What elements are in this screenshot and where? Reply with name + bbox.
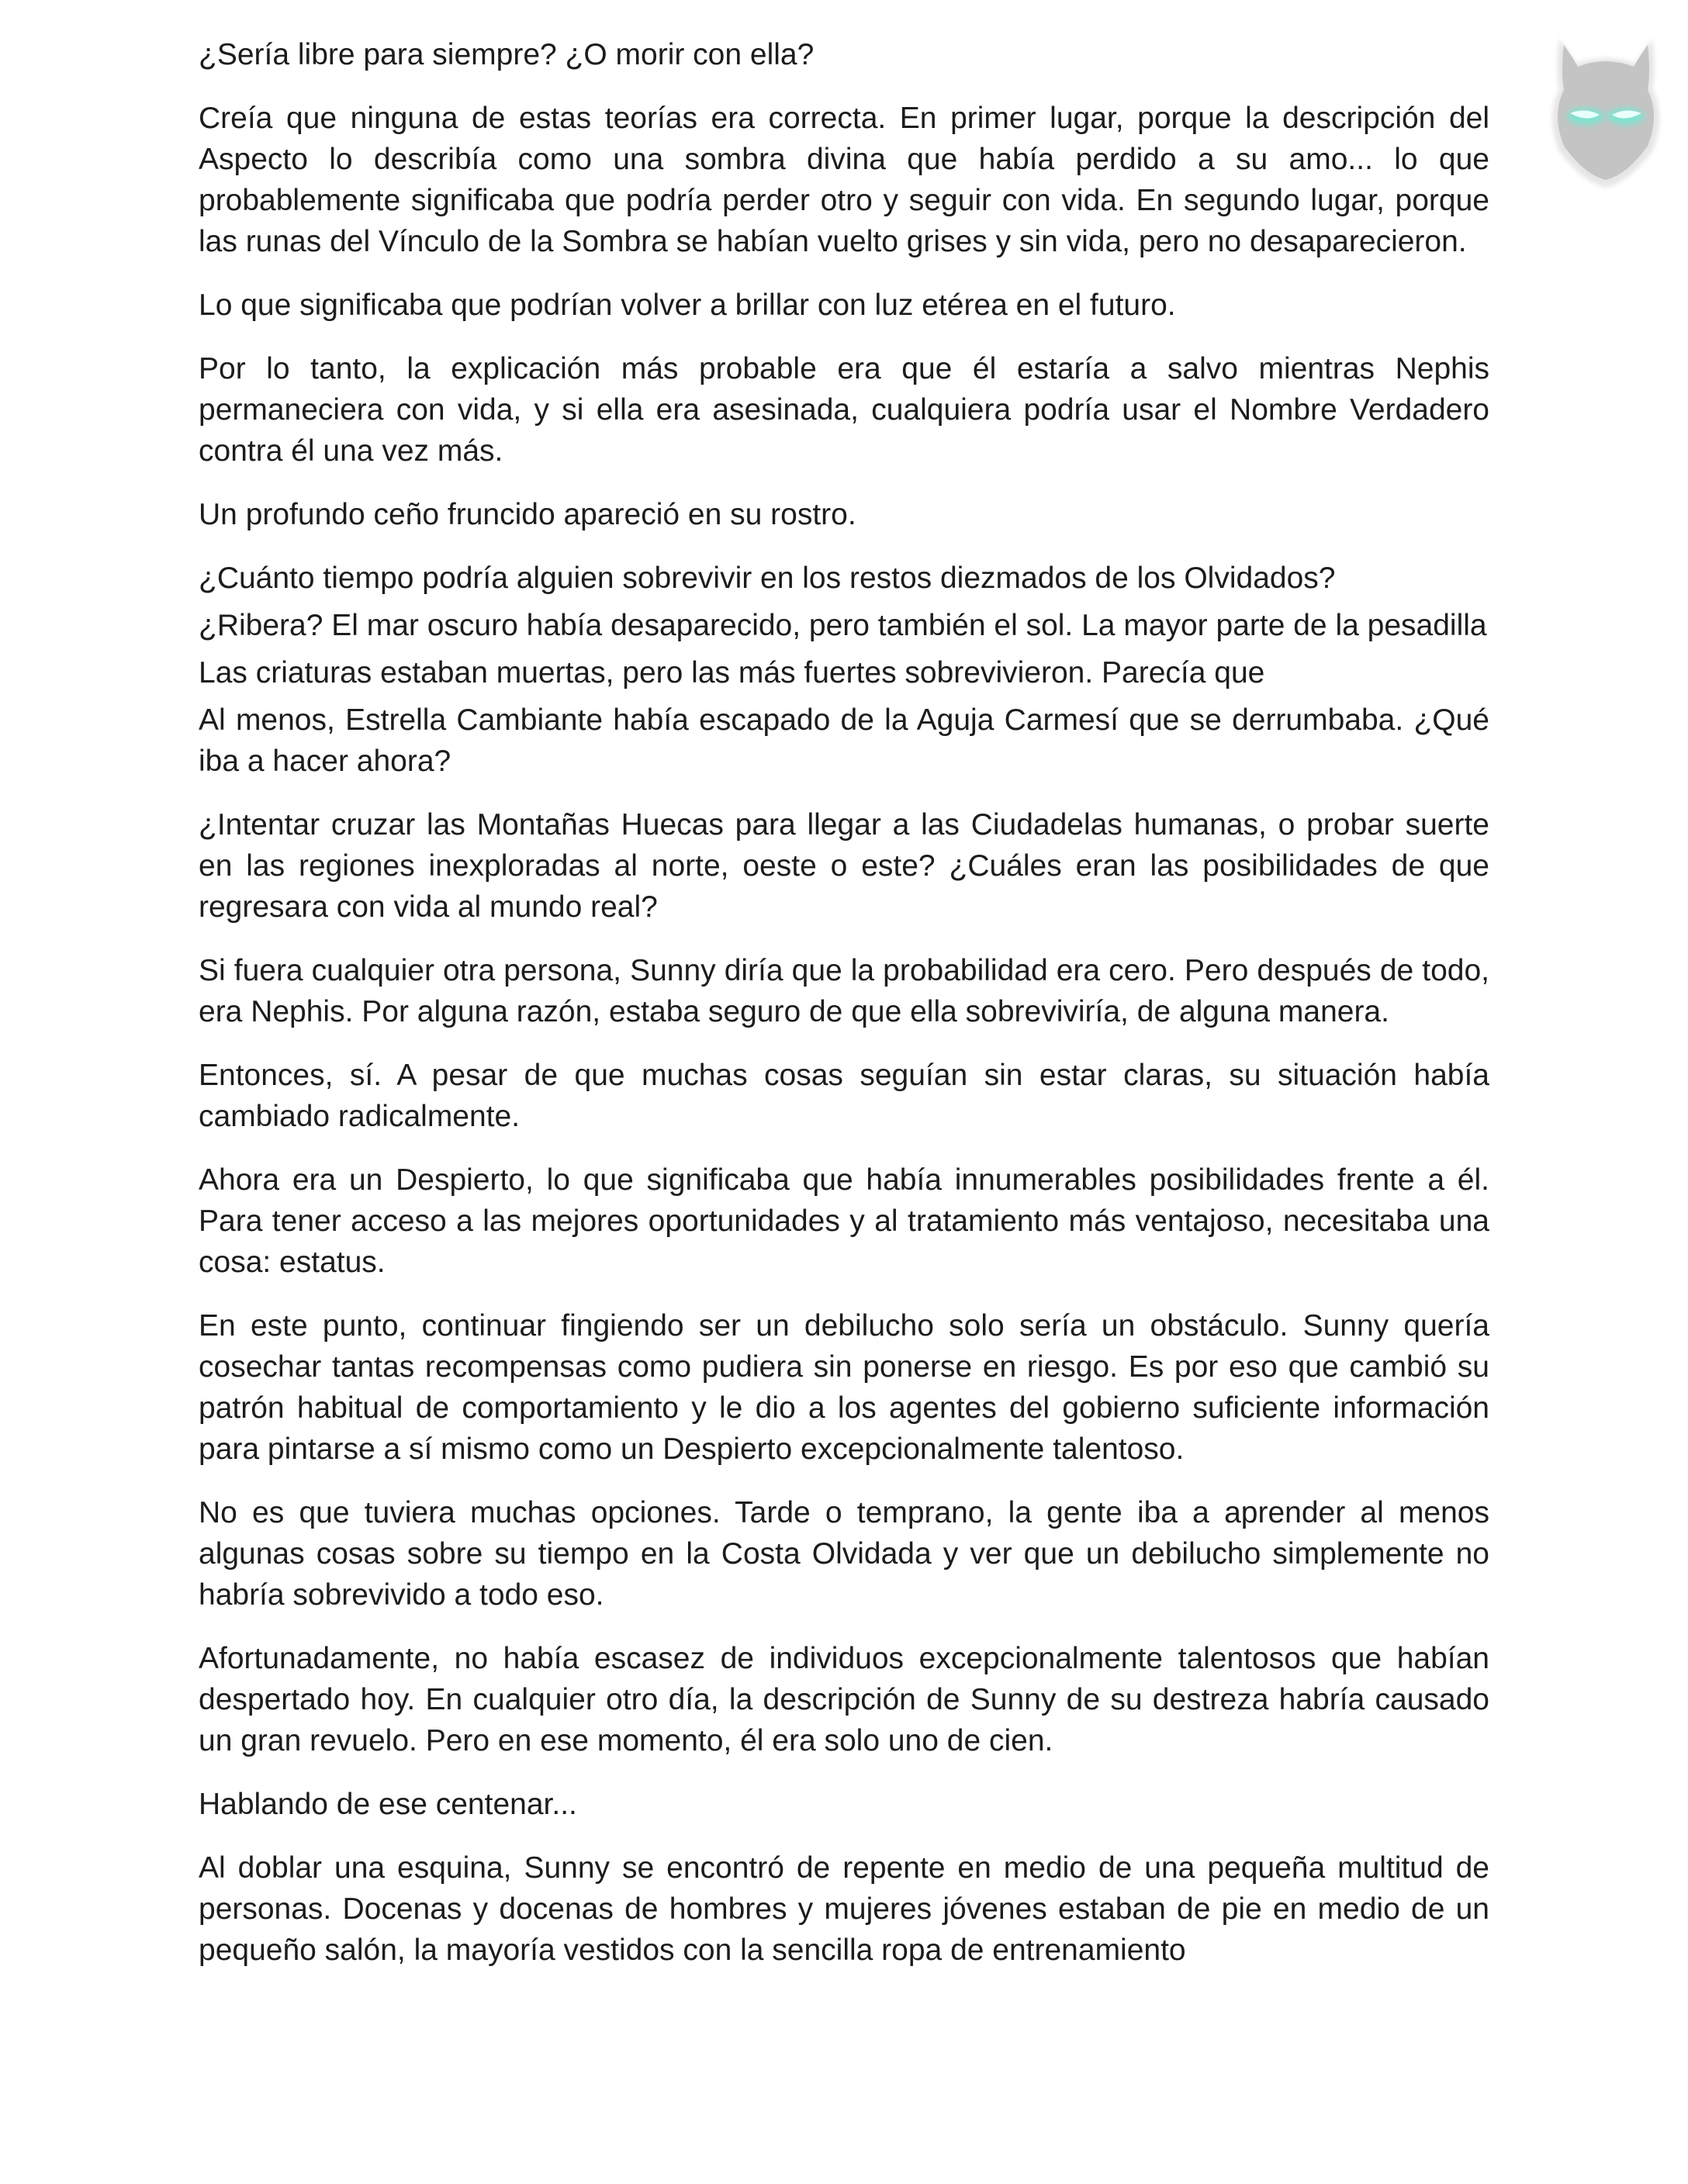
paragraph: Afortunadamente, no había escasez de individuos excepcionalmente talentosos que habían despertado hoy. En cualquier otro día, la descripción de Sunny de su destreza habría causado un gran revuelo. Pero en ese momento, él era solo uno de cien. — [199, 1642, 1489, 1757]
paragraph: En este punto, continuar fingiendo ser un debilucho solo sería un obstáculo. Sunny quería cosechar tantas recompensas como pudiera sin ponerse en riesgo. Es por eso que cambió su patrón habitual de comportamiento y le dio a los agentes del gobierno suficiente información para pintarse a sí mismo como un Despierto excepcionalmente talentoso. — [199, 1309, 1489, 1466]
paragraph: Hablando de ese centenar... — [199, 1788, 577, 1821]
paragraph: Por lo tanto, la explicación más probable era que él estaría a salvo mientras Nephis permaneciera con vida, y si ella era asesinada, cualquiera podría usar el Nombre Verdadero contra él una vez más. — [199, 352, 1489, 468]
paragraph: Entonces, sí. A pesar de que muchas cosas seguían sin estar claras, su situación había cambiado radicalmente. — [199, 1059, 1489, 1133]
paragraph: Creía que ninguna de estas teorías era correcta. En primer lugar, porque la descripción del Aspecto lo describía como una sombra divina que había perdido a su amo... lo que probablemente significaba que podría perder otro y seguir con vida. En segundo lugar, porque las runas del Vínculo de la Sombra se habían vuelto grises y sin vida, pero no desaparecieron. — [199, 102, 1489, 258]
paragraph: ¿Cuánto tiempo podría alguien sobrevivir en los restos diezmados de los Olvidados? — [199, 562, 1336, 595]
paragraph: ¿Sería libre para siempre? ¿O morir con ella? — [199, 38, 815, 71]
paragraph: Un profundo ceño fruncido apareció en su rostro. — [199, 498, 856, 531]
paragraph: No es que tuviera muchas opciones. Tarde o temprano, la gente iba a aprender al menos algunas cosas sobre su tiempo en la Costa Olvidada y ver que un debilucho simplemente no habría sobrevivido a todo eso. — [199, 1496, 1489, 1612]
paragraph: Al doblar una esquina, Sunny se encontró de repente en medio de una pequeña multitud de personas. Docenas y docenas de hombres y mujeres jóvenes estaban de pie en medio de un pequeño salón, la mayoría vestidos con la sencilla ropa de entrenamiento — [199, 1851, 1489, 1967]
paragraph: Al menos, Estrella Cambiante había escapado de la Aguja Carmesí que se derrumbaba. ¿Qué iba a hacer ahora? — [199, 703, 1489, 778]
paragraph: Lo que significaba que podrían volver a brillar con luz etérea en el futuro. — [199, 289, 1176, 322]
document-body — [199, 34, 1489, 1993]
horned-demon-head-icon — [1528, 16, 1683, 194]
paragraph: Las criaturas estaban muertas, pero las más fuertes sobrevivieron. Parecía que — [199, 656, 1265, 689]
paragraph: ¿Ribera? El mar oscuro había desaparecido, pero también el sol. La mayor parte de la pesadilla — [199, 609, 1487, 642]
paragraph: Ahora era un Despierto, lo que significaba que había innumerables posibilidades frente a él. Para tener acceso a las mejores oportunidades y al tratamiento más ventajoso, necesitaba una cosa: estatus. — [199, 1163, 1489, 1279]
paragraph: Si fuera cualquier otra persona, Sunny diría que la probabilidad era cero. Pero después de todo, era Nephis. Por alguna razón, estaba seguro de que ella sobreviviría, de alguna manera. — [199, 954, 1489, 1028]
paragraph: ¿Intentar cruzar las Montañas Huecas para llegar a las Ciudadelas humanas, o probar suerte en las regiones inexploradas al norte, oeste o este? ¿Cuáles eran las posibilidades de que regresara con vida al mundo real? — [199, 808, 1489, 924]
